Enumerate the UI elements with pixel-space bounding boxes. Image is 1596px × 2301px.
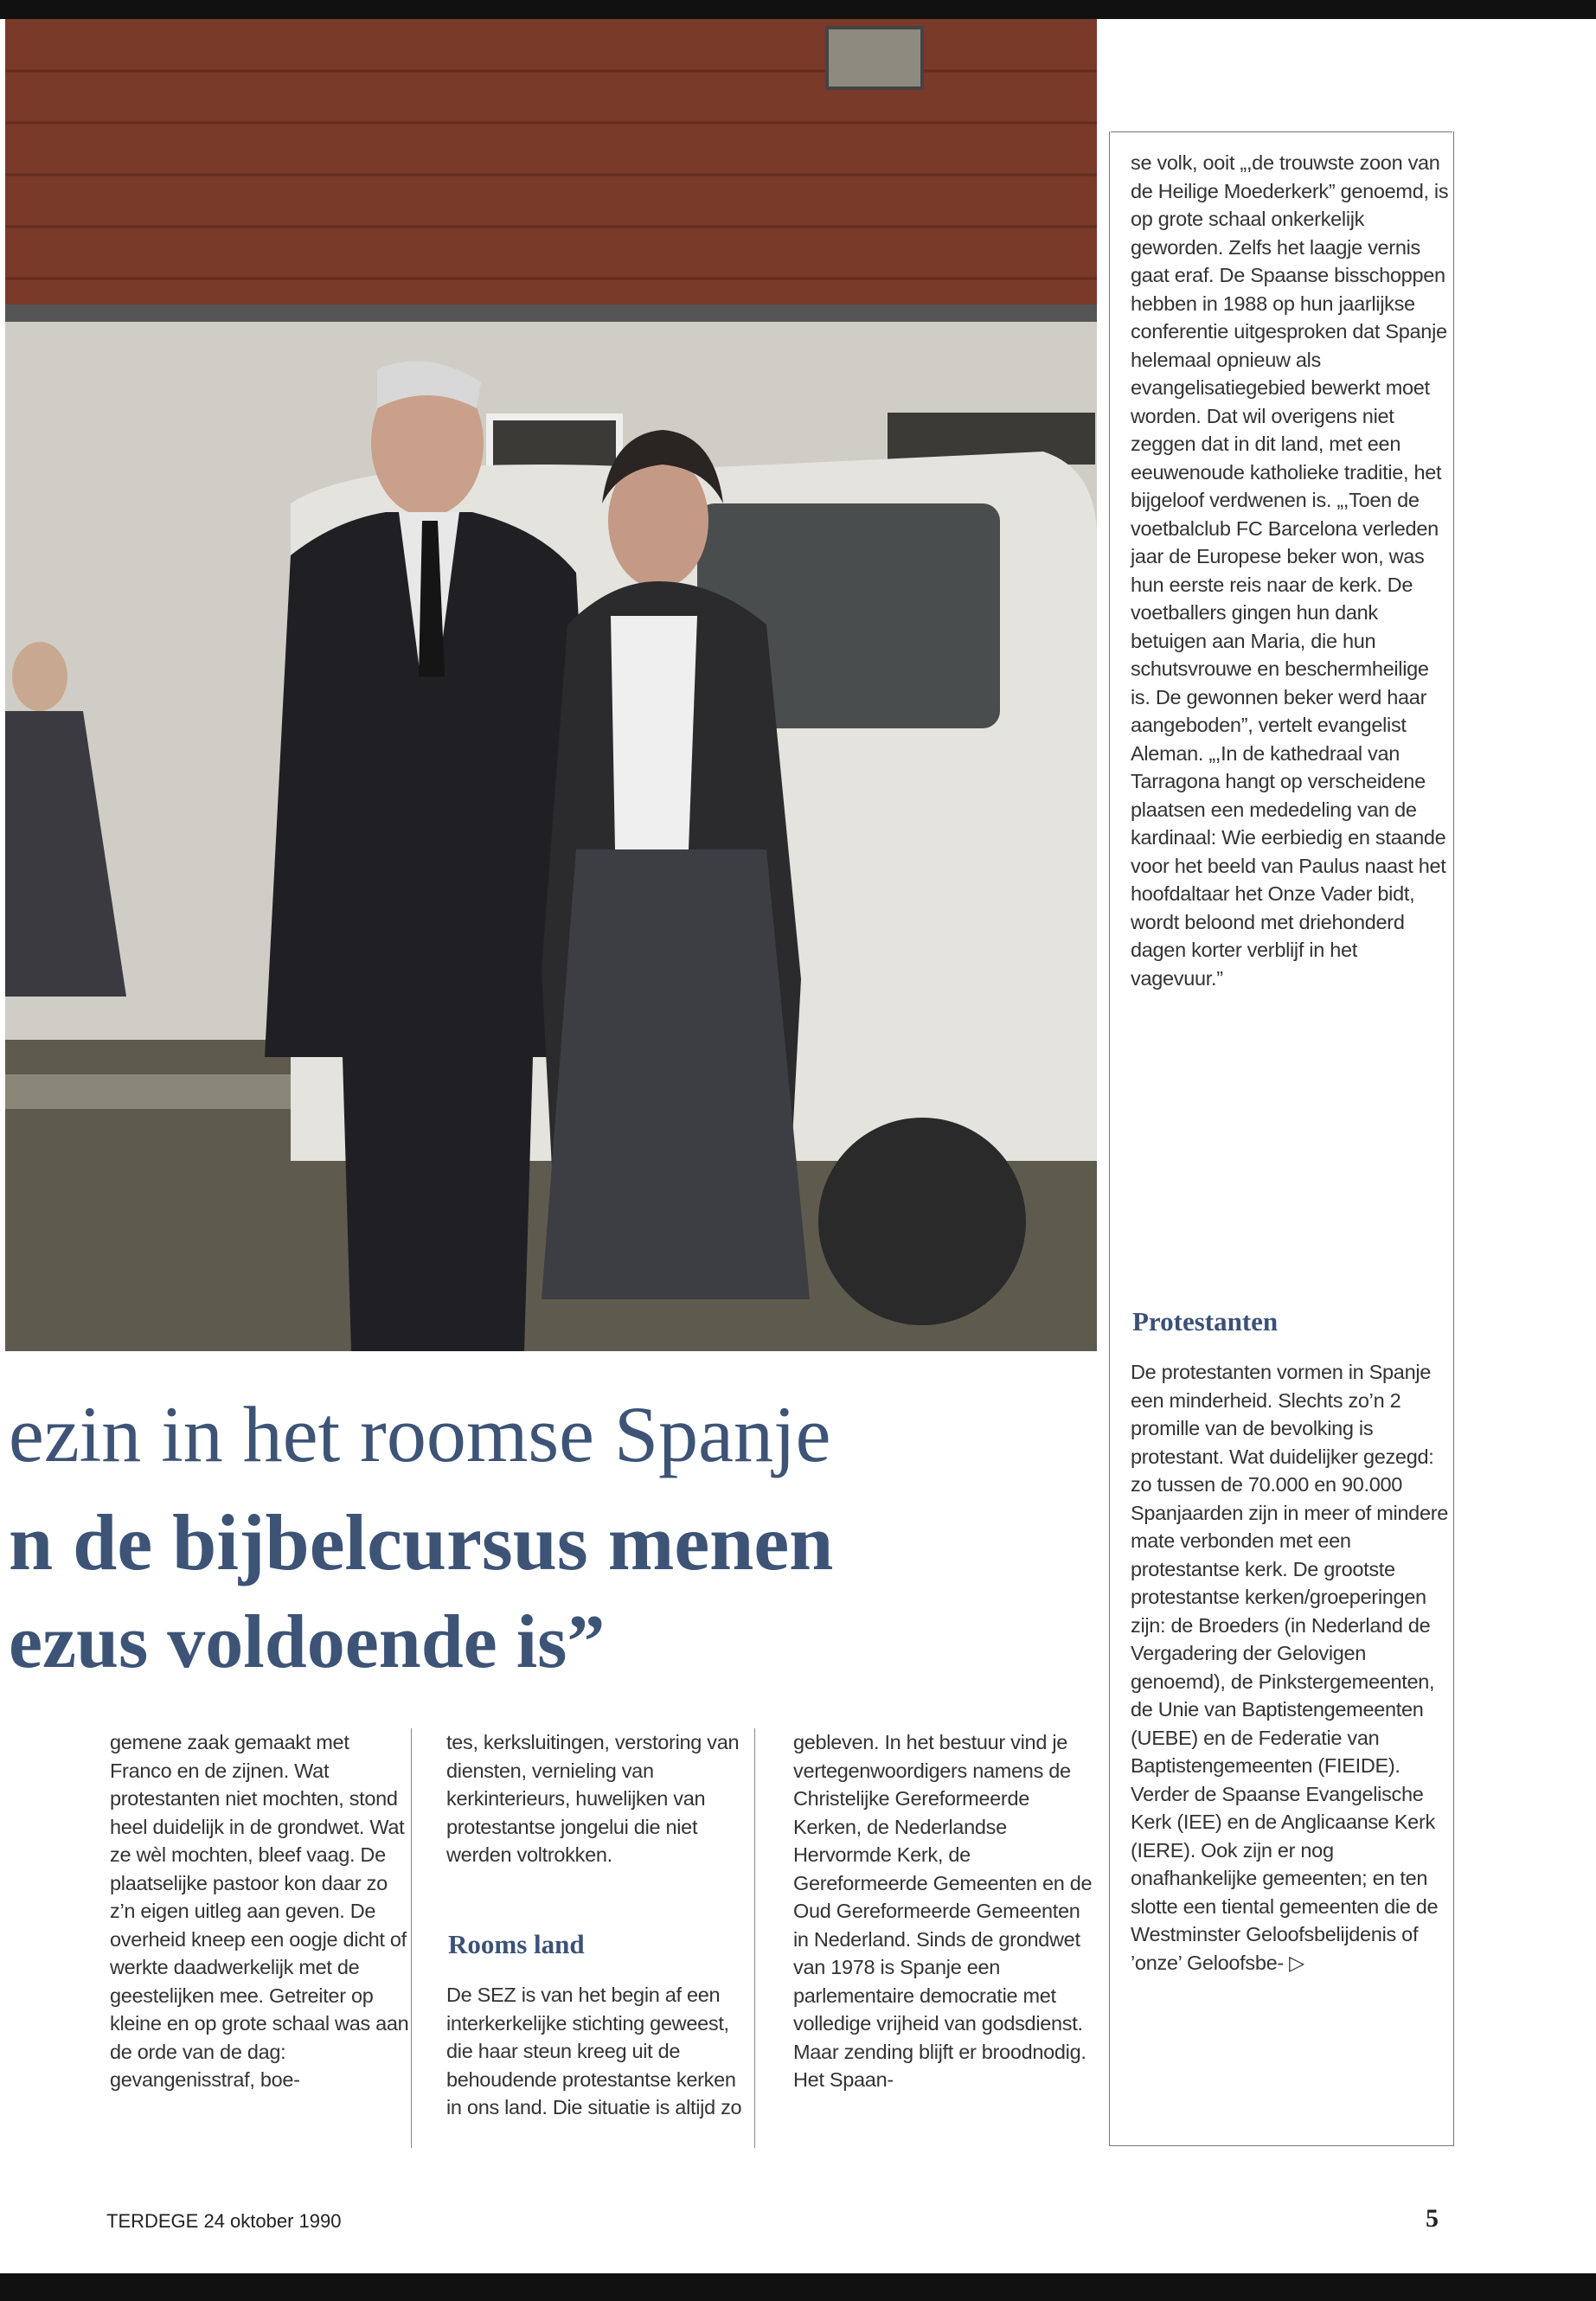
column-2-text-top: tes, kerksluitingen, verstoring van diensten, vernieling van kerkinterieurs, huwelijken van protestantse jongelui die niet werden voltrokken. (446, 1731, 740, 1866)
column-rule (1111, 131, 1452, 132)
side-column-text-bottom: De protestanten vormen in Spanje een minderheid. Slechts zo’n 2 promille van de bevolking is protestant. Wat duidelijker gezegd: zo tussen de 70.000 en 90.000 Spanjaarden zijn in meer of mindere mate verbonden met een protestantse kerk. De grootste protestantse kerken/groeperingen zijn: de Broeders (in Nederland de Vergadering der Gelovigen genoemd), de Pinkstergemeenten, de Unie van Baptistengemeenten (UEBE) en de Federatie van Baptistengemeenten (FIEIDE). Verder de Spaanse Evangelische Kerk (IEE) en de Anglicaanse Kerk (IERE). Ook zijn er nog onafhankelijke gemeenten; en ten slotte een tiental gemeenten die de Westminster Geloofsbelijdenis of ’onze’ Geloofsbe- ▷ (1131, 1361, 1449, 1974)
photo-illustration (5, 19, 1097, 1351)
woman-blouse (611, 616, 697, 849)
girl-face (12, 642, 67, 711)
bottom-bar (0, 2273, 1596, 2301)
roof (5, 19, 1097, 304)
skylight (827, 28, 922, 88)
body-column-1 (106, 1728, 412, 2148)
column-3-text: gebleven. In het bestuur vind je vertegenwoordigers namens de Christelijke Gereformeerde Kerken, de Nederlandse Hervormde Kerk, de Gereformeerde Gemeenten en de Oud Gereformeerde Gemeenten in Nederland. Sinds de grondwet van 1978 is Spanje een parlementaire democratie met volledige vrijheid van godsdienst. Maar zending blijft er broodnodig. Het Spaan- (793, 1731, 1093, 2091)
top-bar (0, 0, 1596, 19)
page-number: 5 (1426, 2204, 1439, 2233)
van-wheel (818, 1118, 1026, 1325)
sidebar-column (1109, 131, 1454, 2146)
footer-publication: TERDEGE 24 oktober 1990 (106, 2210, 342, 2232)
headline-line-3: ezus voldoende is” (9, 1600, 606, 1684)
headline-line-2: n de bijbelcursus menen (9, 1498, 834, 1586)
gutter (5, 304, 1097, 322)
body-column-2 (443, 1728, 755, 2148)
body-column-3 (790, 1728, 1103, 2148)
column-1-text: gemene zaak gemaakt met Franco en de zijnen. Wat protestanten niet mochten, stond heel duidelijk in de grondwet. Wat ze wèl mochten, bleef vaag. De plaatselijke pastoor kon daar zo z’n eigen uitleg aan geven. De overheid kneep een oogje dicht of werkte daadwerkelijk met de geestelijken mee. Getreiter op kleine en op grote schaal was aan de orde van de dag: gevangenisstraf, boe- (110, 1731, 409, 2091)
column-2-text-bottom: De SEZ is van het begin af een interkerkelijke stichting geweest, die haar steun kreeg uit de behoudende protestantse kerken in ons land. Die situatie is altijd zo (446, 1984, 742, 2118)
subhead-protestanten: Protestanten (1132, 1306, 1279, 1336)
woman-skirt (542, 849, 810, 1299)
subhead-rooms-land: Rooms land (448, 1929, 585, 1959)
headline-line-1: ezin in het roomse Spanje (9, 1390, 831, 1478)
photo-couple-in-front-of-house (5, 19, 1097, 1351)
side-column-text-top: se volk, ooit „,de trouwste zoon van de Heilige Moederkerk” genoemd, is op grote schaal onkerkelijk geworden. Zelfs het laagje vernis gaat eraf. De Spaanse bisschoppen hebben in 1988 op hun jaarlijkse conferentie uitgesproken dat Spanje helemaal opnieuw als evangelisatiegebied bewerkt moet worden. Dat wil overigens niet zeggen dat in dit land, met een eeuwenoude katholieke traditie, het bijgeloof verdwenen is. „,Toen de voetbalclub FC Barcelona verleden jaar de Europese beker won, was hun eerste reis naar de kerk. De voetballers gingen hun dank betuigen aan Maria, die hun schutsvrouwe en beschermheilige is. De gewonnen beker werd haar aangeboden”, vertelt evangelist Aleman. „,In de kathedraal van Tarragona hangt op verscheidene plaatsen een mededeling van de kardinaal: Wie eerbiedig en staande voor het beeld van Paulus naast het hoofdaltaar het Onze Vader bidt, wordt beloond met driehonderd dagen korter verblijf in het vagevuur.” (1131, 151, 1449, 990)
